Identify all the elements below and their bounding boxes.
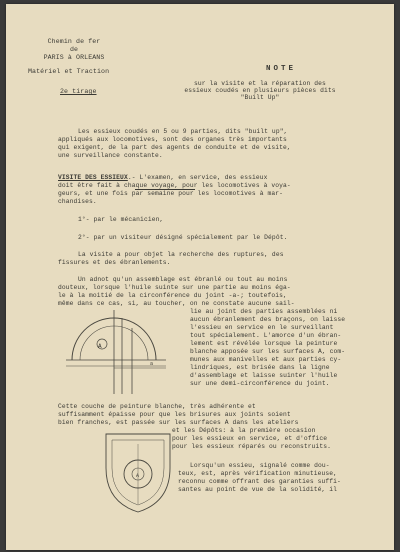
subtitle-line-1: sur la visite et la réparation des [194, 80, 326, 87]
p4-line-8: tout spécialement. L'amorce d'un ébran- [190, 332, 342, 339]
p4-line-6: aucun ébranlement des braçons, on laisse [190, 316, 346, 323]
p4-line-3: le à la moitié de la circonférence du joint -a-; toutefois, [58, 292, 287, 299]
p5-line-6: pour les essieux réparés ou reconstruits. [172, 443, 332, 450]
p1-line-3: qui exigent, de la part des agents de conduite et de visite, [58, 144, 291, 151]
joint-diagram-figure [100, 424, 176, 516]
printing-label: 2e tirage [60, 88, 97, 95]
p4-line-10: blanche apposée sur les surfaces A, com- [190, 348, 346, 355]
section-heading-visite: VISITE DES ESSIEUX [58, 174, 128, 181]
p4-line-4: même dans ce cas, si, au toucher, on ne constate aucune sail- [58, 300, 295, 307]
p5-line-3: bien franches, est passée sur les surfaces A dans les ateliers [58, 419, 299, 426]
p4-line-7: l'essieu en service en le surveillant [190, 324, 334, 331]
document-page [6, 4, 394, 550]
p6-line-2: teux, est, après vérification minutieuse, [178, 470, 338, 477]
fig1-label-A: A [98, 343, 102, 350]
department-label: Matériel et Traction [28, 68, 110, 75]
p4-line-12: lindriques, est brisée dans la ligne [190, 364, 330, 371]
p4-line-1: Un adnot qu'un assemblage est ébranlé ou tout au moins [78, 276, 288, 283]
company-line-3: PARIS à ORLEANS [43, 54, 105, 61]
p4-line-14: sur une demi-circonférence du joint. [190, 380, 330, 387]
emphasis-underline [135, 189, 195, 190]
p5-line-1: Cette couche de peinture blanche, très adhérente et [58, 403, 256, 410]
p2-line-4: chandises. [58, 198, 97, 205]
document-title: NOTE [265, 65, 296, 73]
subtitle-line-2: essieux coudés en plusieurs pièces dits [184, 87, 336, 94]
company-line-1: Chemin de fer [47, 38, 101, 45]
subtitle-line-3: "Built Up" [240, 94, 280, 101]
crank-diagram-figure [62, 308, 182, 396]
p5-line-4: et les Dépôts: à la première occasion [172, 427, 316, 434]
p5-line-5: pour les essieux en service, et d'office [172, 435, 328, 442]
fig2-label-A: A [136, 473, 140, 479]
list-item-2: 2°- par un visiteur désigné spécialement par le Dépôt. [78, 234, 288, 241]
p4-line-9: lement est révélée lorsque la peinture [190, 340, 338, 347]
p3-line-1: La visite a pour objet la recherche des ruptures, des [78, 251, 284, 258]
p6-line-4: santes au point de vue de la solidité, il [178, 486, 338, 493]
p2-line-3: geurs, et une fois par semaine pour les locomotives à mar- [58, 190, 283, 197]
p2-line-1 [58, 174, 267, 181]
p4-line-2: douteux, lorsque l'huile suinte sur une partie au moins éga- [58, 284, 291, 291]
fig1-label-a: a [150, 361, 154, 367]
p2-line-1-text: .- L'examen, en service, des essieux [127, 174, 268, 181]
p4-line-13: d'assemblage et laisse suinter l'huile [190, 372, 338, 379]
p2-line-2: doit être fait à chaque voyage, pour les locomotives à voya- [58, 182, 291, 189]
p4-line-11: munes aux manivelles et aux parties cy- [190, 356, 342, 363]
company-line-2: de [69, 46, 79, 53]
p1-line-1: Les essieux coudés en 5 ou 9 parties, dits "built up", [78, 128, 288, 135]
p3-line-2: fissures et des ébranlements. [58, 259, 171, 266]
p4-line-5: lie au joint des parties assemblées ni [190, 308, 338, 315]
p6-line-1: Lorsqu'un essieu, signalé comme dou- [190, 462, 330, 469]
p1-line-2: appliqués aux locomotives, sont des organes très importants [58, 136, 287, 143]
list-item-1: 1°- par le mécanicien, [78, 216, 164, 223]
p5-line-2: suffisamment épaisse pour que les brisures aux joints soient [58, 411, 291, 418]
p6-line-3: reconnu comme offrant des garanties suffi- [178, 478, 341, 485]
p1-line-4: une surveillance constante. [58, 152, 163, 159]
